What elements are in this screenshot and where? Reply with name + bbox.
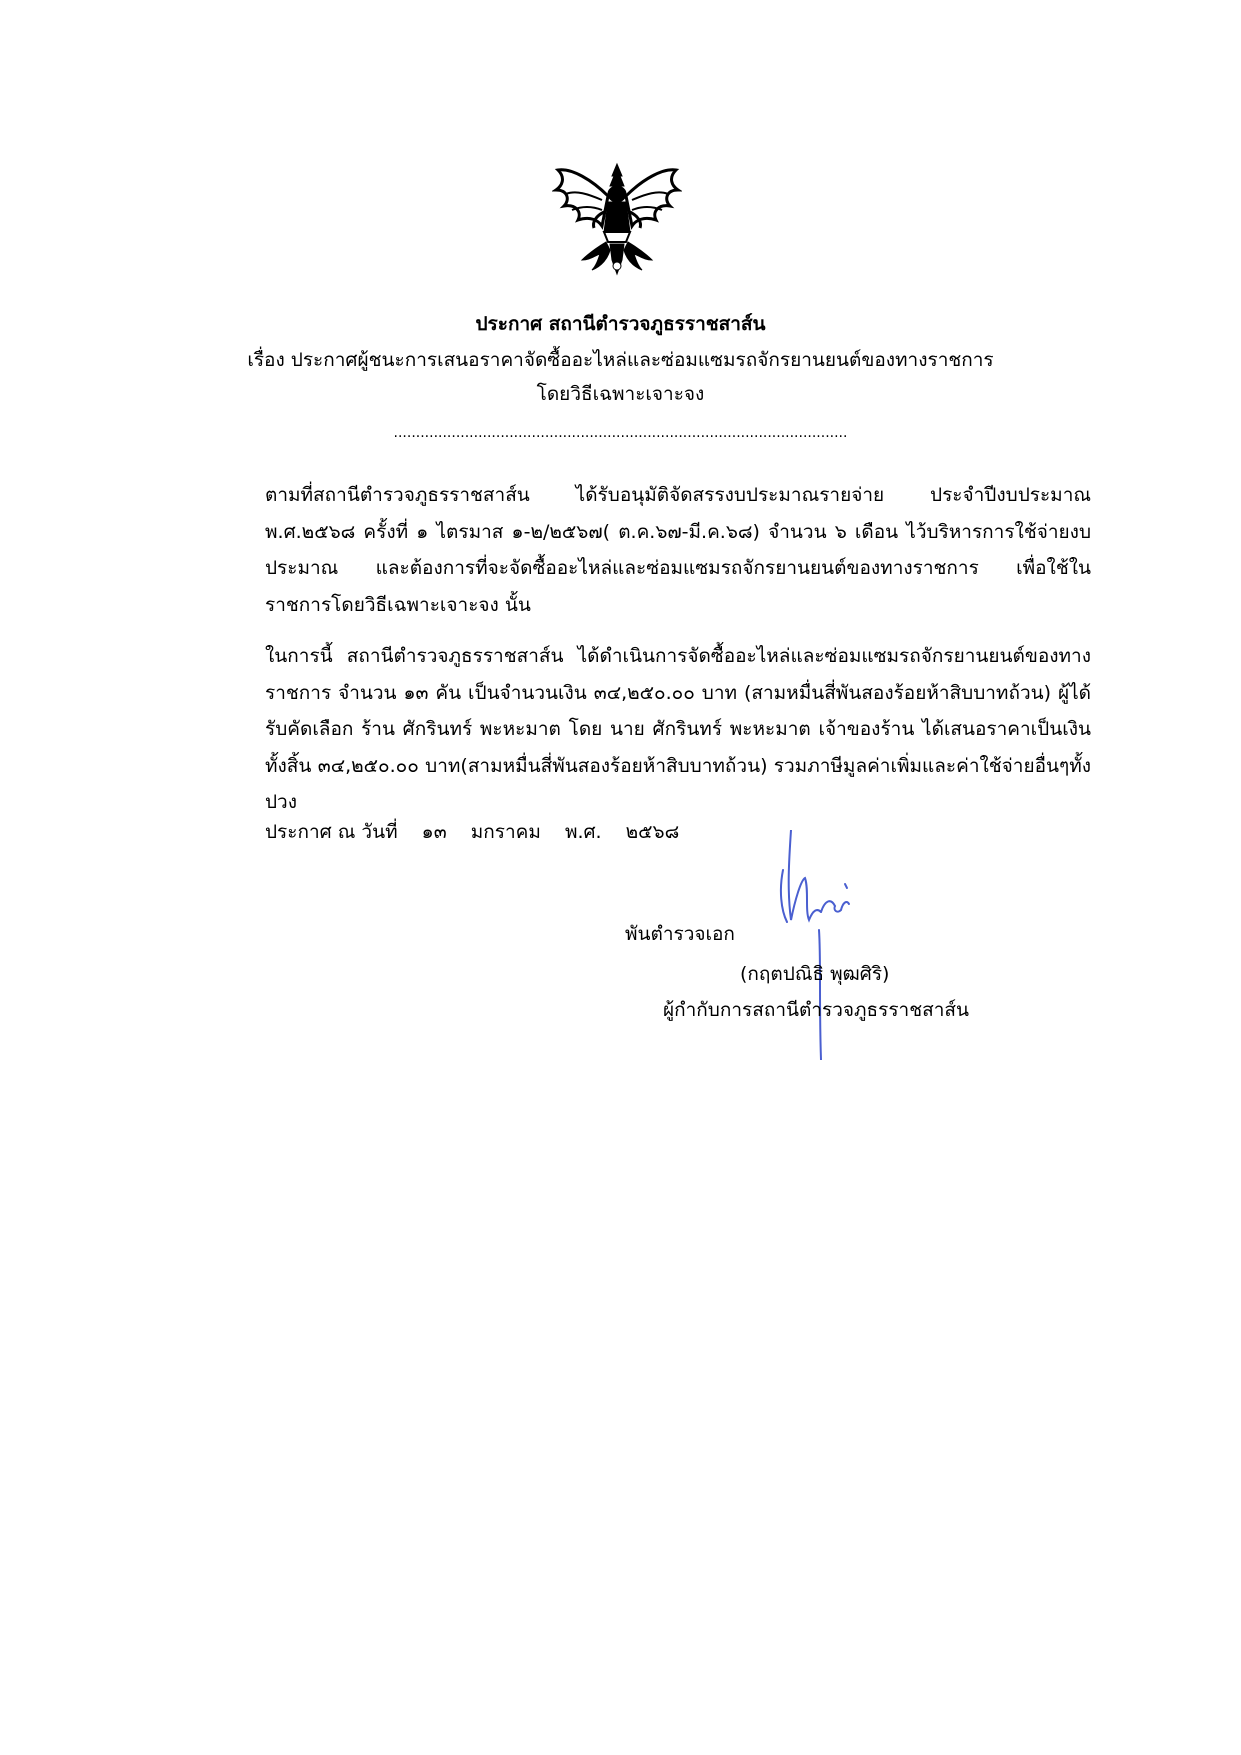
body-paragraph-1 [150,477,1091,623]
document-subject-continued: โดยวิธีเฉพาะเจาะจง [536,383,705,405]
announcement-date [265,816,697,848]
date-era: พ.ศ. [564,821,602,843]
garuda-emblem-icon [552,160,682,278]
signatory-position: ผู้กำกับการสถานีตำรวจภูธรราชสาส์น [663,999,969,1021]
date-month: มกราคม [470,821,541,843]
paragraph-text: ในการนี้ สถานีตำรวจภูธรราชสาส์น ได้ดำเนินการจัดซื้ออะไหล่และซ่อมแซมรถจักรยานยนต์ของทางราชการ จำนวน ๑๓ คัน เป็นจำนวนเงิน ๓๔,๒๕๐.๐๐ บาท (สามหมื่นสี่พันสองร้อยห้าสิบบาทถ้วน) ผู้ได้รับคัดเลือก ร้าน ศักรินทร์ พะหะมาต โดย นาย ศักรินทร์ พะหะมาต เจ้าของร้าน ได้เสนอราคาเป็นเงินทั้งสิ้น ๓๔,๒๕๐.๐๐ บาท(สามหมื่นสี่พันสองร้อยห้าสิบบาทถ้วน) รวมภาษีมูลค่าเพิ่มและค่าใช้จ่ายอื่นๆทั้งปวง [265,645,1091,813]
separator-line: ...................................................................................................... [393,425,848,441]
date-year: ๒๕๖๘ [625,821,680,843]
signatory-name: (กฤตปณิธิ พุฒศิริ) [740,963,890,985]
body-paragraph-2 [150,638,1091,821]
document-subject: เรื่อง ประกาศผู้ชนะการเสนอราคาจัดซื้ออะไหล่และซ่อมแซมรถจักรยานยนต์ของทางราชการ [247,349,994,371]
date-day: ๑๓ [421,821,447,843]
document-title: ประกาศ สถานีตำรวจภูธรราชสาส์น [475,313,766,335]
date-prefix: ประกาศ ณ วันที่ [265,821,398,843]
signatory-rank: พันตำรวจเอก [625,923,735,945]
paragraph-text: ตามที่สถานีตำรวจภูธรราชสาส์น ได้รับอนุมัติจัดสรรงบประมาณรายจ่าย ประจำปีงบประมาณ พ.ศ.๒๕๖๘ ครั้งที่ ๑ ไตรมาส ๑-๒/๒๕๖๗( ต.ค.๖๗-มี.ค.๖๘) จำนวน ๖ เดือน ไว้บริหารการใช้จ่ายงบประมาณ และต้องการที่จะจัดซื้ออะไหล่และซ่อมแซมรถจักรยานยนต์ของทางราชการ เพื่อใช้ในราชการโดยวิธีเฉพาะเจาะจง นั้น [265,484,1091,616]
